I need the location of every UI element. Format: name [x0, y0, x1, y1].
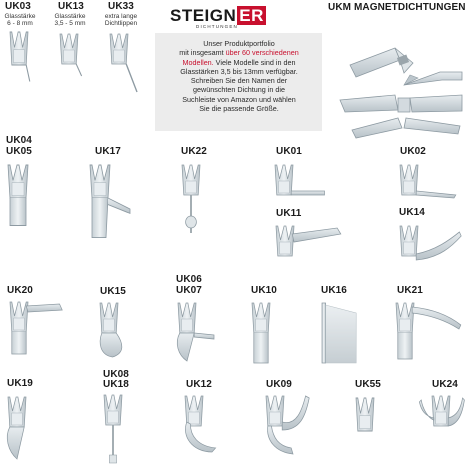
logo-highlight: ER: [239, 6, 264, 25]
profile-ukm-4: [352, 118, 460, 138]
profile-uk15: [100, 303, 122, 357]
label-uk05: UK05: [6, 146, 32, 157]
label-uk22: UK22: [181, 146, 207, 157]
label-uk10: UK10: [251, 285, 277, 296]
profile-uk10: [252, 303, 270, 363]
label-uk18: UK18: [103, 379, 129, 390]
profile-ukm-2: [404, 72, 462, 85]
profile-uk24: [419, 396, 464, 426]
profile-uk33: [110, 34, 137, 92]
label-uk21: UK21: [397, 285, 423, 296]
profile-uk21: [396, 303, 461, 359]
label-uk07: UK07: [176, 285, 202, 296]
profile-uk13: [60, 34, 82, 76]
profile-uk11: [276, 226, 341, 256]
label-uk08: UK08: [103, 369, 129, 380]
profile-uk03: [10, 32, 30, 82]
label-uk11: UK11: [276, 208, 302, 219]
profile-uk07: [177, 303, 214, 361]
label-uk17: UK17: [95, 146, 121, 157]
label-uk13-sub: Glasstärke 3,5 - 5 mm: [54, 13, 86, 27]
profile-uk04: [8, 165, 28, 226]
profile-uk17: [90, 165, 130, 238]
profile-uk55: [356, 398, 374, 431]
label-uk14: UK14: [399, 207, 425, 218]
logo-wordmark: STEIGN ER: [170, 6, 264, 25]
label-uk33: UK33: [108, 1, 134, 12]
label-uk01: UK01: [276, 146, 302, 157]
label-ukm: UKM MAGNETDICHTUNGEN: [328, 2, 466, 13]
label-uk15: UK15: [100, 286, 126, 297]
profile-uk16: [322, 303, 356, 363]
info-panel-text: Unser Produktportfolio mit insgesamt über 60 verschiedenen Modellen. Viele Modelle sind in den Glasstärken 3,5 bis 13mm verfügbar. Schreiben Sie den Namen der gewünschten Dichtung in die Suchleiste von Amazon und wählen Sie die passende Größe.: [179, 39, 299, 114]
label-uk33-sub: extra lange Dichtlippen: [104, 13, 138, 27]
label-uk06: UK06: [176, 274, 202, 285]
label-uk04: UK04: [6, 135, 32, 146]
profile-uk18: [104, 395, 122, 463]
profile-uk09: [266, 396, 309, 454]
profile-uk19: [7, 397, 26, 459]
profile-ukm-3: [340, 95, 462, 112]
profile-uk12: [185, 396, 216, 452]
profile-ukm-1: [350, 48, 413, 77]
profile-uk14: [400, 226, 461, 260]
label-uk09: UK09: [266, 379, 292, 390]
profile-uk01: [275, 165, 325, 195]
profile-uk22: [182, 165, 200, 233]
label-uk16: UK16: [321, 285, 347, 296]
label-uk24: UK24: [432, 379, 458, 390]
label-uk20: UK20: [7, 285, 33, 296]
label-uk13: UK13: [58, 1, 84, 12]
profile-uk20: [10, 302, 62, 354]
label-uk19: UK19: [7, 378, 33, 389]
logo-tagline: DICHTUNGEN: [196, 24, 238, 29]
label-uk12: UK12: [186, 379, 212, 390]
label-uk03-sub: Glasstärke 6 - 8 mm: [4, 13, 36, 27]
label-uk55: UK55: [355, 379, 381, 390]
label-uk02: UK02: [400, 146, 426, 157]
profile-uk02: [400, 165, 456, 198]
label-uk03: UK03: [5, 1, 31, 12]
